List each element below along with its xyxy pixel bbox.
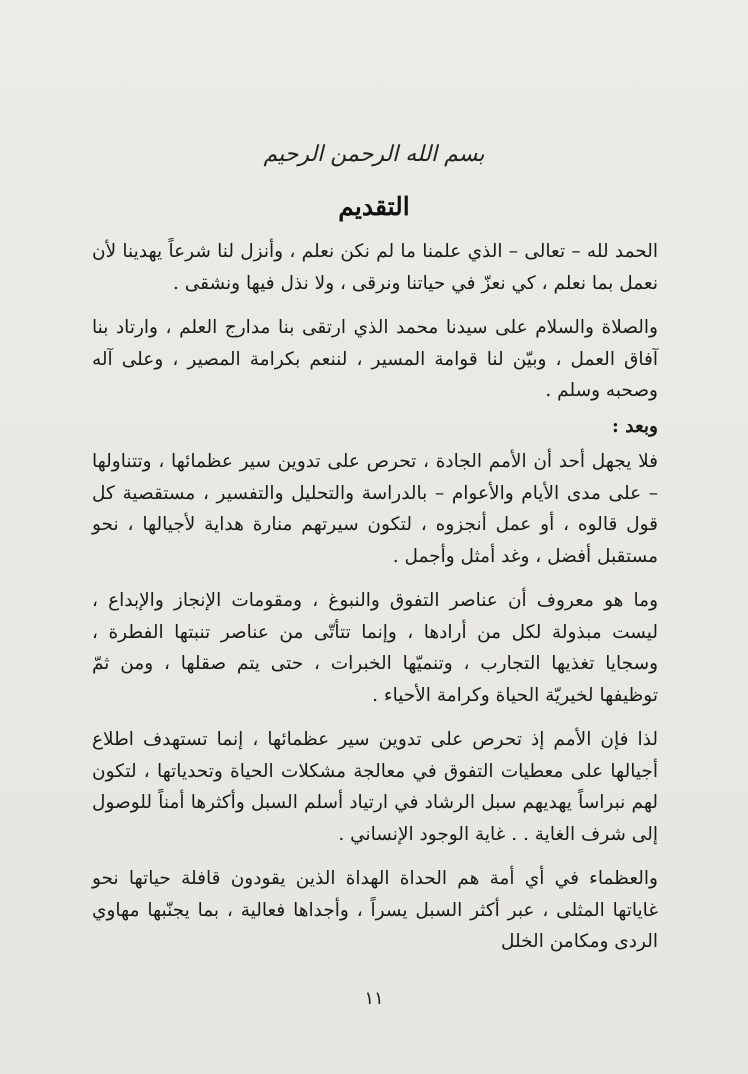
page-title: التقديم (338, 192, 410, 221)
paragraph: فلا يجهل أحد أن الأمم الجادة ، تحرص على تدوين سير عظمائها ، وتتناولها – على مدى الأيام والأعوام – بالدراسة والتحليل والتفسير ، مستقصية كل قول قالوه ، أو عمل أنجزوه ، لتكون سيرتهم منارة هداية لأجيالها ، نحو مستقبل أفضل ، وغد أمثل وأجمل . (92, 451, 658, 567)
paragraph: لذا فإن الأمم إذ تحرص على تدوين سير عظمائها ، إنما تستهدف اطلاع أجيالها على معطيات التفوق في معالجة مشكلات الحياة وتحدياتها ، لتكون لهم نبراساً يهديهم سبل الرشاد في ارتياد أسلم السبل وأكثرها أمناً للوصول إلى شرف الغاية . . غاية الوجود الإنساني . (92, 729, 658, 845)
page-number: ١١ (364, 988, 384, 1009)
paragraph: والعظماء في أي أمة هم الحداة الهداة الذين يقودون قافلة حياتها نحو غاياتها المثلى ، عبر أكثر السبل يسراً ، وأجداها فعالية ، بما يجنّبها مهاوي الردى ومكامن الخلل (92, 868, 658, 952)
basmala-heading: بسم الله الرحمن الرحيم (263, 142, 485, 167)
body-text (92, 236, 658, 971)
paragraph-lead: وبعد : (612, 415, 658, 437)
paragraph: الحمد لله – تعالى – الذي علمنا ما لم نكن نعلم ، وأنزل لنا شرعاً يهدينا لأن نعمل بما نعلم ، كي نعزّ في حياتنا ونرقى ، ولا نذل فيها ونشقى . (92, 241, 658, 294)
paragraph: وما هو معروف أن عناصر التفوق والنبوغ ، ومقومات الإنجاز والإبداع ، ليست مبذولة لكل من أرادها ، وإنما تتأتّى من عناصر تنبتها الفطرة ، وسجايا تغذيها التجارب ، وتنميّها الخبرات ، حتى يتم صقلها ، ومن ثمّ توظيفها لخيريّة الحياة وكرامة الأحياء . (92, 590, 658, 706)
paragraph: والصلاة والسلام على سيدنا محمد الذي ارتقى بنا مدارج العلم ، وارتاد بنا آفاق العمل ، وبيّن لنا قوامة المسير ، لننعم بكرامة المصير ، وعلى آله وصحبه وسلم . (92, 317, 658, 401)
